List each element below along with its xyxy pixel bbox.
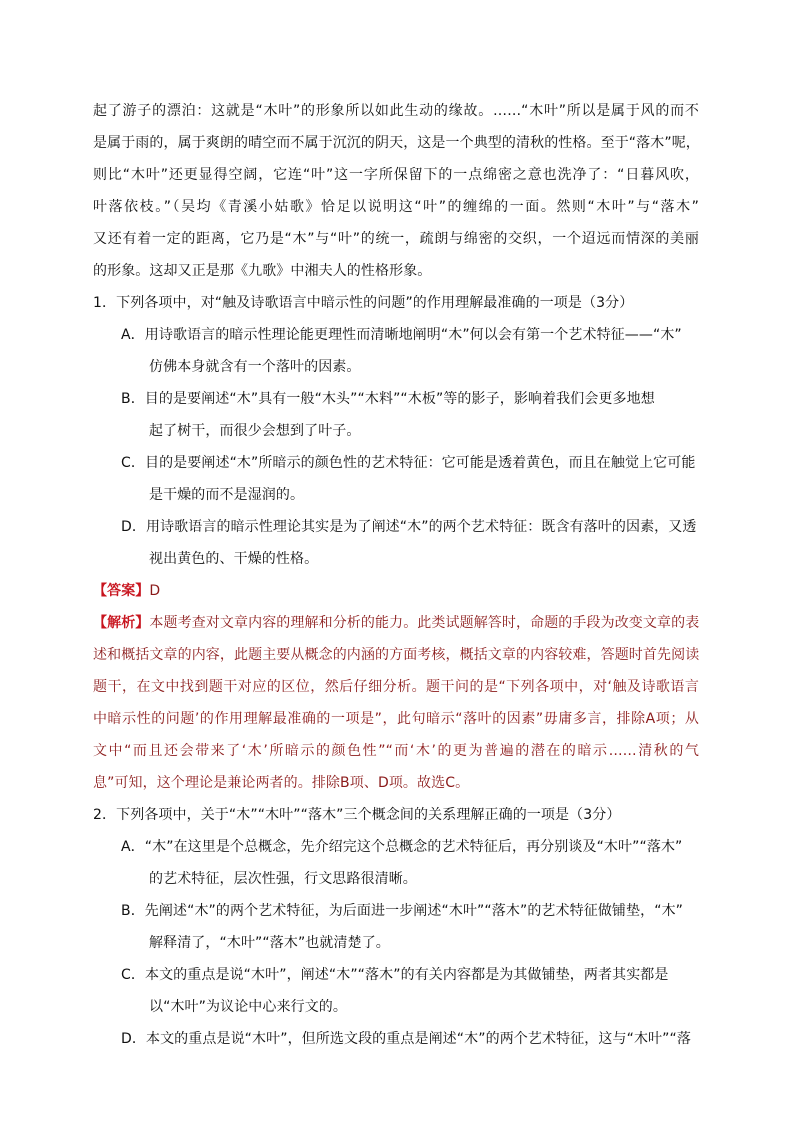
passage-line: 是属于雨的，属于爽朗的晴空而不属于沉沉的阴天，这是一个典型的清秋的性格。至于“落木”呢， [93, 135, 700, 151]
question-1-stem: 1．下列各项中，对“触及诗歌语言中暗示性的问题”的作用理解最准确的一项是（3分） [93, 295, 634, 311]
q1-option-c-continued: 是干燥的而不是湿润的。 [149, 487, 305, 503]
passage-line: 则比“木叶”还更显得空阔，它连“叶”这一字所保留下的一点绵密之意也洗净了：“日暮风吹， [93, 167, 699, 183]
analysis-line: 息”可知，这个理论是兼论两者的。排除B项、D项。故选C。 [93, 775, 470, 791]
answer-value: D [149, 583, 161, 599]
analysis-line: 述和概括文章的内容，此题主要从概念的内涵的方面考核，概括文章的内容较难，答题时首先阅读 [93, 647, 700, 663]
q1-option-d: D．用诗歌语言的暗示性理论其实是为了阐述“木”的两个艺术特征：既含有落叶的因素，又透 [121, 519, 697, 535]
q2-option-a: A．“木”在这里是个总概念，先介绍完这个总概念的艺术特征后，再分别谈及“木叶”“落木” [121, 839, 683, 855]
q1-option-c: C．目的是要阐述“木”所暗示的颜色性的艺术特征：它可能是透着黄色，而且在触觉上它可能 [121, 455, 696, 471]
analysis-line: 文中“而且还会带来了‘木’所暗示的颜色性”“而‘木’的更为普遍的潜在的暗示……清秋的气 [93, 743, 699, 759]
answer-tag: 【答案】 [93, 583, 150, 599]
analysis-line [93, 613, 699, 633]
q1-option-d-continued: 视出黄色的、干燥的性格。 [149, 551, 319, 567]
passage-line: 叶落依枝。”（吴均《青溪小姑歌》恰足以说明这“叶”的缠绵的一面。然则“木叶”与“落木” [93, 199, 699, 215]
q1-option-a-continued: 仿佛本身就含有一个落叶的因素。 [149, 359, 361, 375]
q2-option-b-continued: 解释清了，“木叶”“落木”也就清楚了。 [149, 935, 390, 951]
analysis-line: 题干，在文中找到题干对应的区位，然后仔细分析。题干问的是“下列各项中，对‘触及诗歌语言 [93, 679, 699, 695]
q1-option-b: B．目的是要阐述“木”具有一般“木头”“木料”“木板”等的影子，影响着我们会更多地想 [121, 391, 655, 407]
analysis-text: 本题考查对文章内容的理解和分析的能力。此类试题解答时，命题的手段为改变文章的表 [149, 615, 700, 631]
passage-line: 的形象。这却又正是那《九歌》中湘夫人的性格形象。 [93, 263, 432, 279]
passage-line: 又还有着一定的距离，它乃是“木”与“叶”的统一，疏朗与绵密的交织，一个迢远而情深的美丽 [93, 231, 699, 247]
analysis-line: 中暗示性的问题’的作用理解最准确的一项是”，此句暗示“落叶的因素”毋庸多言，排除A项；从 [93, 711, 699, 727]
question-2-stem: 2．下列各项中，关于“木”“木叶”“落木”三个概念间的关系理解正确的一项是（3分） [93, 807, 621, 823]
answer-line [93, 581, 160, 601]
q2-option-d: D．本文的重点是说“木叶”，但所选文段的重点是阐述“木”的两个艺术特征，这与“木叶”“落 [121, 1031, 691, 1047]
passage-line: 起了游子的漂泊：这就是“木叶”的形象所以如此生动的缘故。……“木叶”所以是属于风的而不 [93, 103, 699, 119]
q2-option-c-continued: 以“木叶”为议论中心来行文的。 [149, 999, 348, 1015]
analysis-tag: 【解析】 [93, 615, 150, 631]
q2-option-b: B．先阐述“木”的两个艺术特征，为后面进一步阐述“木叶”“落木”的艺术特征做铺垫，“木” [121, 903, 684, 919]
q2-option-a-continued: 的艺术特征，层次性强，行文思路很清晰。 [149, 871, 417, 887]
q1-option-a: A．用诗歌语言的暗示性理论能更理性而清晰地阐明“木”何以会有第一个艺术特征——“木” [121, 327, 682, 343]
q1-option-b-continued: 起了树干，而很少会想到了叶子。 [149, 423, 361, 439]
q2-option-c: C．本文的重点是说“木叶”，阐述“木”“落木”的有关内容都是为其做铺垫，两者其实都是 [121, 967, 669, 983]
